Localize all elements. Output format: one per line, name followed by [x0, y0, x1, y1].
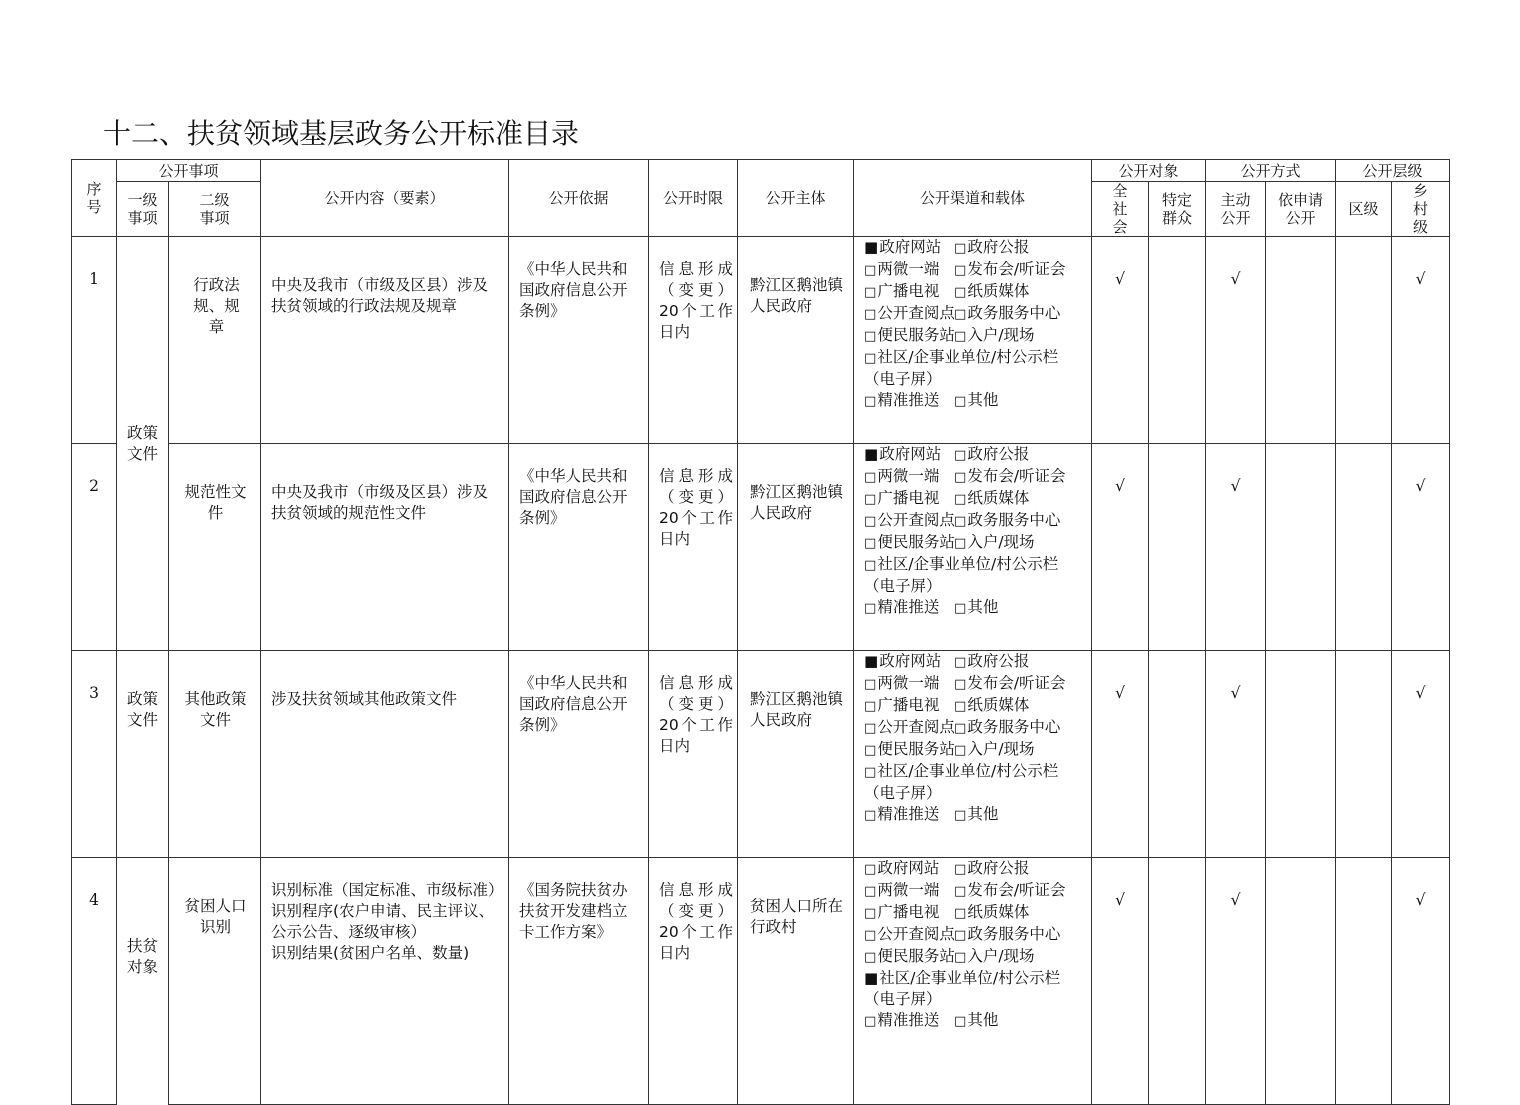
channel-label: 政府公报 [967, 445, 1030, 463]
channel-label: 两微一端 [877, 467, 940, 485]
checkbox-empty-icon: □ [954, 263, 967, 278]
cell-timelimit: 信息形成（变更）20个工作日内 [649, 858, 738, 1105]
checkbox-filled-icon: ■ [864, 969, 879, 987]
channel-label: 精准推送 [877, 1011, 940, 1029]
channel-label: 便民服务站 [877, 740, 955, 758]
channel-label: 政府公报 [967, 652, 1030, 670]
channel-label: 纸质媒体 [967, 489, 1030, 507]
cell-basis: 《中华人民共和国政府信息公开条例》 [509, 444, 649, 651]
cell-whole-society: √ [1092, 237, 1149, 444]
catalog-table [71, 159, 1450, 1105]
channel-label: 纸质媒体 [967, 696, 1030, 714]
checkbox-empty-icon: □ [954, 928, 967, 943]
checkbox-empty-icon: □ [864, 677, 877, 692]
channel-label: 政府网站 [879, 238, 942, 256]
checkbox-empty-icon: □ [864, 1014, 877, 1029]
cell-timelimit: 信息形成（变更）20个工作日内 [649, 651, 738, 858]
channel-label: 发布会/听证会 [967, 260, 1066, 278]
checkbox-empty-icon: □ [864, 862, 877, 877]
checkbox-empty-icon: □ [954, 906, 967, 921]
cell-channels [854, 444, 1092, 651]
channel-label: 发布会/听证会 [967, 881, 1066, 899]
channel-label: 政务服务中心 [967, 925, 1061, 943]
channel-label: 社区/企事业单位/村公示栏（电子屏） [864, 348, 1059, 388]
cell-on-request [1266, 651, 1336, 858]
cell-township: √ [1392, 237, 1450, 444]
cell-active: √ [1206, 237, 1266, 444]
cell-on-request [1266, 237, 1336, 444]
channel-label: 社区/企事业单位/村公示栏（电子屏） [864, 762, 1059, 802]
cell-district [1336, 237, 1392, 444]
channel-label: 其他 [967, 1011, 999, 1029]
cell-seq: 4 [72, 858, 117, 1105]
cell-content: 涉及扶贫领域其他政策文件 [261, 651, 509, 858]
cell-district [1336, 651, 1392, 858]
table-row [72, 237, 1450, 444]
cell-timelimit: 信息形成（变更）20个工作日内 [649, 237, 738, 444]
checkbox-empty-icon: □ [864, 808, 877, 823]
header-level2: 二级事项 [169, 182, 261, 237]
checkbox-empty-icon: □ [864, 514, 877, 529]
header-basis: 公开依据 [509, 160, 649, 237]
content-line: 识别结果(贫困户名单、数量) [271, 944, 470, 962]
cell-channels [854, 858, 1092, 1105]
header-items: 公开事项 [117, 160, 261, 182]
cell-level1: 政策文件 [117, 651, 169, 858]
checkbox-empty-icon: □ [954, 862, 967, 877]
header-specific-group: 特定群众 [1149, 182, 1206, 237]
checkbox-filled-icon: ■ [864, 445, 879, 463]
checkbox-empty-icon: □ [954, 470, 967, 485]
cell-seq: 3 [72, 651, 117, 858]
channel-label: 便民服务站 [877, 533, 955, 551]
checkbox-empty-icon: □ [954, 699, 967, 714]
checkbox-empty-icon: □ [954, 285, 967, 300]
checkbox-empty-icon: □ [954, 1014, 967, 1029]
channel-label: 入户/现场 [967, 740, 1035, 758]
table-row [72, 858, 1450, 1105]
checkbox-empty-icon: □ [864, 601, 877, 616]
cell-content: 中央及我市（市级及区县）涉及扶贫领域的行政法规及规章 [261, 237, 509, 444]
cell-level2: 规范性文件 [169, 444, 261, 651]
cell-on-request [1266, 858, 1336, 1105]
channel-label: 公开查阅点 [877, 718, 955, 736]
channel-label: 社区/企事业单位/村公示栏（电子屏） [864, 969, 1061, 1008]
checkbox-empty-icon: □ [954, 307, 967, 322]
channel-label: 其他 [967, 391, 999, 409]
channel-label: 广播电视 [877, 696, 940, 714]
cell-body: 贫困人口所在行政村 [738, 858, 854, 1105]
checkbox-filled-icon: ■ [864, 652, 879, 670]
cell-township: √ [1392, 858, 1450, 1105]
group-label: 扶贫对象 [126, 937, 158, 976]
checkbox-empty-icon: □ [954, 743, 967, 758]
channel-label: 政府网站 [879, 652, 942, 670]
channel-label: 两微一端 [877, 260, 940, 278]
checkbox-empty-icon: □ [864, 285, 877, 300]
cell-content [261, 858, 509, 1105]
header-active: 主动公开 [1206, 182, 1266, 237]
channel-label: 政务服务中心 [967, 304, 1061, 322]
checkbox-empty-icon: □ [954, 884, 967, 899]
checkbox-empty-icon: □ [864, 351, 877, 366]
channel-label: 精准推送 [877, 391, 940, 409]
checkbox-empty-icon: □ [864, 394, 877, 409]
checkbox-empty-icon: □ [864, 470, 877, 485]
cell-active: √ [1206, 651, 1266, 858]
cell-specific-group [1149, 858, 1206, 1105]
header-whole-society: 全社会 [1092, 182, 1149, 237]
checkbox-empty-icon: □ [864, 307, 877, 322]
cell-level2: 行政法规、规章 [169, 237, 261, 444]
checkbox-empty-icon: □ [864, 329, 877, 344]
channel-label: 两微一端 [877, 881, 940, 899]
checkbox-empty-icon: □ [954, 514, 967, 529]
checkbox-empty-icon: □ [954, 394, 967, 409]
checkbox-empty-icon: □ [954, 448, 967, 463]
header-target: 公开对象 [1092, 160, 1206, 182]
channel-label: 政府公报 [967, 238, 1030, 256]
cell-township: √ [1392, 651, 1450, 858]
cell-content: 中央及我市（市级及区县）涉及扶贫领域的规范性文件 [261, 444, 509, 651]
group-label: 政策文件 [126, 423, 158, 463]
checkbox-empty-icon: □ [864, 743, 877, 758]
channel-label: 精准推送 [877, 805, 940, 823]
channel-label: 其他 [967, 805, 999, 823]
cell-district [1336, 858, 1392, 1105]
cell-active: √ [1206, 444, 1266, 651]
cell-level2: 其他政策文件 [169, 651, 261, 858]
checkbox-empty-icon: □ [864, 950, 877, 965]
checkbox-empty-icon: □ [864, 765, 877, 780]
header-seq: 序号 [72, 160, 117, 237]
cell-body: 黔江区鹅池镇人民政府 [738, 237, 854, 444]
cell-whole-society: √ [1092, 858, 1149, 1105]
checkbox-empty-icon: □ [864, 884, 877, 899]
channel-label: 公开查阅点 [877, 511, 955, 529]
cell-specific-group [1149, 237, 1206, 444]
cell-township: √ [1392, 444, 1450, 651]
channel-label: 政务服务中心 [967, 718, 1061, 736]
channel-label: 发布会/听证会 [967, 674, 1066, 692]
channel-label: 社区/企事业单位/村公示栏（电子屏） [864, 555, 1059, 595]
channel-label: 精准推送 [877, 598, 940, 616]
checkbox-empty-icon: □ [864, 263, 877, 278]
channel-label: 其他 [967, 598, 999, 616]
cell-seq: 2 [72, 444, 117, 651]
checkbox-empty-icon: □ [954, 536, 967, 551]
checkbox-filled-icon: ■ [864, 238, 879, 256]
table-row [72, 651, 1450, 858]
header-on-request: 依申请公开 [1266, 182, 1336, 237]
channel-label: 广播电视 [877, 489, 940, 507]
checkbox-empty-icon: □ [954, 677, 967, 692]
header-level: 公开层级 [1336, 160, 1450, 182]
header-township: 乡村级 [1392, 182, 1450, 237]
header-channels: 公开渠道和载体 [854, 160, 1092, 237]
checkbox-empty-icon: □ [864, 536, 877, 551]
header-method: 公开方式 [1206, 160, 1336, 182]
channel-label: 广播电视 [877, 282, 940, 300]
cell-level1-policy [117, 237, 169, 651]
cell-whole-society: √ [1092, 651, 1149, 858]
channel-label: 发布会/听证会 [967, 467, 1066, 485]
header-content: 公开内容（要素） [261, 160, 509, 237]
cell-specific-group [1149, 444, 1206, 651]
cell-body: 黔江区鹅池镇人民政府 [738, 444, 854, 651]
cell-whole-society: √ [1092, 444, 1149, 651]
channel-label: 入户/现场 [967, 533, 1035, 551]
checkbox-empty-icon: □ [954, 601, 967, 616]
checkbox-empty-icon: □ [864, 699, 877, 714]
header-body: 公开主体 [738, 160, 854, 237]
checkbox-empty-icon: □ [954, 721, 967, 736]
header-district: 区级 [1336, 182, 1392, 237]
checkbox-empty-icon: □ [864, 721, 877, 736]
channel-label: 政府公报 [967, 859, 1030, 877]
header-row-1 [72, 160, 1450, 182]
checkbox-empty-icon: □ [864, 928, 877, 943]
cell-active: √ [1206, 858, 1266, 1105]
channel-label: 入户/现场 [967, 947, 1035, 965]
content-line: 识别标准（国定标准、市级标准） [271, 881, 504, 899]
header-timelimit: 公开时限 [649, 160, 738, 237]
channel-label: 便民服务站 [877, 947, 955, 965]
cell-basis: 《中华人民共和国政府信息公开条例》 [509, 651, 649, 858]
cell-basis: 《中华人民共和国政府信息公开条例》 [509, 237, 649, 444]
channel-label: 入户/现场 [967, 326, 1035, 344]
checkbox-empty-icon: □ [954, 950, 967, 965]
table-row [72, 444, 1450, 651]
cell-level1-target [117, 858, 169, 1105]
checkbox-empty-icon: □ [954, 808, 967, 823]
cell-level2: 贫困人口识别 [169, 858, 261, 1105]
content-line: 识别程序(农户申请、民主评议、公示公告、逐级审核） [271, 902, 495, 941]
checkbox-empty-icon: □ [864, 906, 877, 921]
channel-label: 公开查阅点 [877, 304, 955, 322]
channel-label: 政务服务中心 [967, 511, 1061, 529]
checkbox-empty-icon: □ [864, 558, 877, 573]
cell-basis: 《国务院扶贫办扶贫开发建档立卡工作方案》 [509, 858, 649, 1105]
channel-label: 纸质媒体 [967, 282, 1030, 300]
page-title: 十二、扶贫领域基层政务公开标准目录 [103, 117, 580, 150]
channel-label: 便民服务站 [877, 326, 955, 344]
cell-specific-group [1149, 651, 1206, 858]
cell-timelimit: 信息形成（变更）20个工作日内 [649, 444, 738, 651]
cell-channels [854, 237, 1092, 444]
channel-label: 公开查阅点 [877, 925, 955, 943]
channel-label: 纸质媒体 [967, 903, 1030, 921]
channel-label: 两微一端 [877, 674, 940, 692]
channel-label: 政府网站 [879, 445, 942, 463]
channel-label: 政府网站 [877, 859, 940, 877]
cell-on-request [1266, 444, 1336, 651]
channel-label: 广播电视 [877, 903, 940, 921]
checkbox-empty-icon: □ [864, 492, 877, 507]
checkbox-empty-icon: □ [954, 655, 967, 670]
checkbox-empty-icon: □ [954, 241, 967, 256]
header-level1: 一级事项 [117, 182, 169, 237]
cell-channels [854, 651, 1092, 858]
checkbox-empty-icon: □ [954, 492, 967, 507]
cell-body: 黔江区鹅池镇人民政府 [738, 651, 854, 858]
checkbox-empty-icon: □ [954, 329, 967, 344]
cell-district [1336, 444, 1392, 651]
cell-seq: 1 [72, 237, 117, 444]
